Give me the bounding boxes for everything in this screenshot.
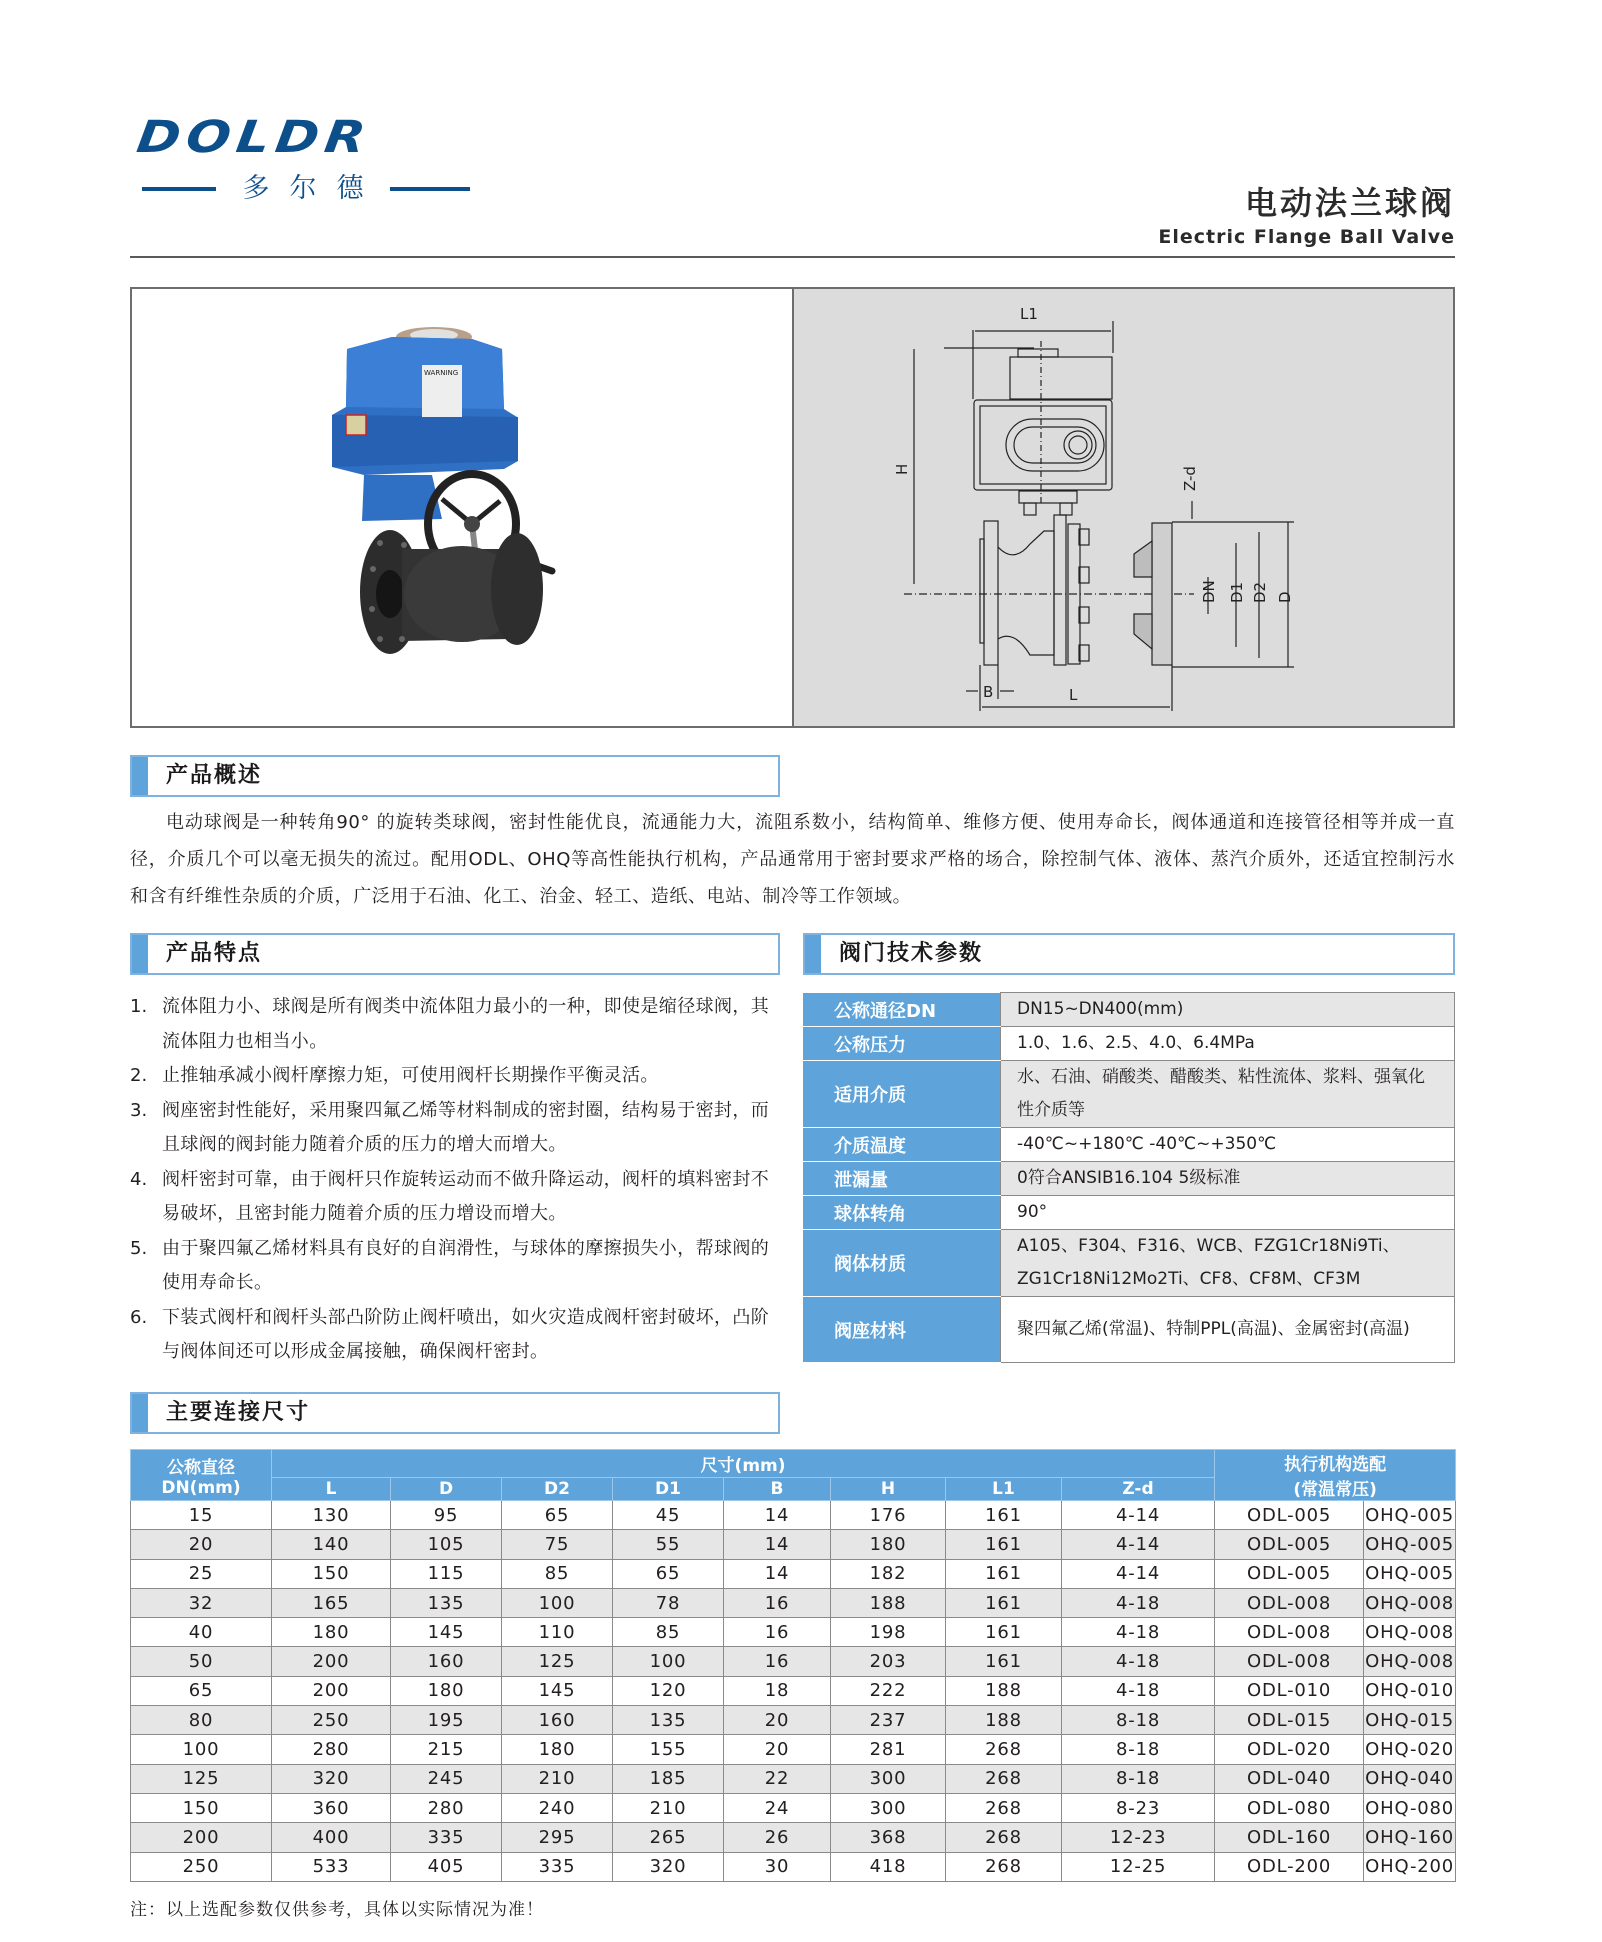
table-cell: 533	[272, 1852, 391, 1881]
table-cell: 55	[613, 1530, 724, 1559]
table-cell: ODL-015	[1215, 1706, 1364, 1735]
table-cell: ODL-005	[1215, 1559, 1364, 1588]
col-D1: D1	[613, 1478, 724, 1501]
table-cell: 161	[946, 1618, 1062, 1647]
table-cell: 161	[946, 1530, 1062, 1559]
heading-accent-bar	[805, 935, 821, 973]
table-cell: 160	[391, 1647, 502, 1676]
overview-heading-text: 产品概述	[166, 763, 263, 788]
table-cell: 65	[502, 1501, 613, 1530]
table-cell: 180	[272, 1618, 391, 1647]
table-cell: 115	[391, 1559, 502, 1588]
svg-text:Z-d: Z-d	[1181, 466, 1199, 491]
table-cell: 14	[724, 1559, 831, 1588]
table-cell: 320	[272, 1764, 391, 1793]
table-cell: 20	[724, 1706, 831, 1735]
table-cell: 65	[613, 1559, 724, 1588]
table-cell: 268	[946, 1735, 1062, 1764]
table-cell: 8-18	[1062, 1735, 1215, 1764]
table-cell: 25	[131, 1559, 272, 1588]
table-cell: 4-14	[1062, 1501, 1215, 1530]
table-cell: OHQ-010	[1364, 1676, 1456, 1705]
table-row	[131, 1823, 1456, 1852]
table-cell: 210	[613, 1793, 724, 1822]
table-row	[131, 1647, 1456, 1676]
overview-text: 电动球阀是一种转角90° 的旋转类球阀，密封性能优良，流通能力大，流阻系数小，结构简单、维修方便、使用寿命长，阀体通道和连接管径相等并成一直径，介质几个可以毫无损失的流过。配用ODL、OHQ等高性能执行机构，产品通常用于密封要求严格的场合，除控制气体、液体、蒸汽介质外，还适宜控制污水和含有纤维性杂质的介质，广泛用于石油、化工、治金、轻工、造纸、电站、制冷等工作领域。	[130, 812, 1455, 907]
table-cell: 24	[724, 1793, 831, 1822]
table-cell: 161	[946, 1501, 1062, 1530]
table-cell: 418	[831, 1852, 946, 1881]
dimensions-body	[131, 1501, 1456, 1882]
heading-accent-bar	[132, 757, 148, 795]
params-row: 阀体材质 A105、F304、F316、WCB、FZG1Cr18Ni9Ti、ZG1Cr18Ni12Mo2Ti、CF8、CF8M、CF3M	[804, 1230, 1455, 1297]
table-row	[131, 1676, 1456, 1705]
features-list	[130, 990, 785, 1370]
table-cell: 280	[272, 1735, 391, 1764]
table-cell: 161	[946, 1559, 1062, 1588]
table-cell: 50	[131, 1647, 272, 1676]
table-cell: 105	[391, 1530, 502, 1559]
svg-text:L: L	[1069, 686, 1078, 704]
table-cell: 222	[831, 1676, 946, 1705]
col-Zd: Z-d	[1062, 1478, 1215, 1501]
table-cell: ODL-008	[1215, 1647, 1364, 1676]
table-cell: OHQ-200	[1364, 1852, 1456, 1881]
table-cell: 240	[502, 1793, 613, 1822]
table-cell: ODL-008	[1215, 1618, 1364, 1647]
table-cell: 320	[613, 1852, 724, 1881]
dimensions-table	[130, 1449, 1456, 1882]
table-row	[131, 1559, 1456, 1588]
table-row	[131, 1764, 1456, 1793]
table-row	[131, 1706, 1456, 1735]
table-cell: 215	[391, 1735, 502, 1764]
col-D: D	[391, 1478, 502, 1501]
table-cell: 250	[131, 1852, 272, 1881]
table-cell: 100	[502, 1588, 613, 1617]
params-row: 适用介质 水、石油、硝酸类、醋酸类、粘性流体、浆料、强氧化性介质等	[804, 1061, 1455, 1128]
svg-text:WARNING: WARNING	[424, 369, 459, 377]
table-cell: 250	[272, 1706, 391, 1735]
table-cell: ODL-005	[1215, 1501, 1364, 1530]
svg-text:L1: L1	[1020, 305, 1038, 323]
table-cell: 300	[831, 1793, 946, 1822]
table-cell: 198	[831, 1618, 946, 1647]
logo-cn-row	[142, 174, 470, 204]
table-cell: 12-23	[1062, 1823, 1215, 1852]
table-cell: 12-25	[1062, 1852, 1215, 1881]
table-cell: 4-18	[1062, 1618, 1215, 1647]
feature-item: 2. 止推轴承减小阀杆摩擦力矩，可使用阀杆长期操作平衡灵活。	[130, 1065, 659, 1086]
table-cell: 155	[613, 1735, 724, 1764]
feature-item: 6. 下装式阀杆和阀杆头部凸阶防止阀杆喷出，如火灾造成阀杆密封破坏，凸阶与阀体间还可以形成金属接触，确保阀杆密封。	[130, 1306, 770, 1362]
col-group-size: 尺寸(mm)	[272, 1450, 1215, 1478]
table-cell: 185	[613, 1764, 724, 1793]
dimension-drawing	[792, 289, 1453, 726]
col-B: B	[724, 1478, 831, 1501]
table-cell: 180	[831, 1530, 946, 1559]
table-cell: 8-23	[1062, 1793, 1215, 1822]
table-cell: OHQ-080	[1364, 1793, 1456, 1822]
table-cell: 200	[272, 1676, 391, 1705]
table-cell: 180	[502, 1735, 613, 1764]
table-cell: 45	[613, 1501, 724, 1530]
table-cell: 405	[391, 1852, 502, 1881]
table-cell: 100	[131, 1735, 272, 1764]
table-cell: 4-14	[1062, 1530, 1215, 1559]
logo-rule-right	[390, 187, 470, 191]
col-L1: L1	[946, 1478, 1062, 1501]
table-cell: 85	[502, 1559, 613, 1588]
table-cell: 78	[613, 1588, 724, 1617]
table-cell: 4-18	[1062, 1588, 1215, 1617]
table-cell: 16	[724, 1588, 831, 1617]
table-cell: 265	[613, 1823, 724, 1852]
table-cell: OHQ-005	[1364, 1501, 1456, 1530]
table-cell: 203	[831, 1647, 946, 1676]
col-H: H	[831, 1478, 946, 1501]
logo-rule-left	[142, 187, 216, 191]
table-cell: OHQ-020	[1364, 1735, 1456, 1764]
table-cell: 125	[131, 1764, 272, 1793]
feature-item: 1. 流体阻力小、球阀是所有阀类中流体阻力最小的一种，即使是缩径球阀，其流体阻力也相当小。	[130, 996, 770, 1052]
params-row: 公称压力 1.0、1.6、2.5、4.0、6.4MPa	[804, 1027, 1455, 1061]
table-cell: 188	[946, 1706, 1062, 1735]
table-cell: ODL-005	[1215, 1530, 1364, 1559]
table-row	[131, 1852, 1456, 1881]
table-cell: OHQ-005	[1364, 1559, 1456, 1588]
table-cell: 182	[831, 1559, 946, 1588]
table-cell: 210	[502, 1764, 613, 1793]
table-cell: 335	[391, 1823, 502, 1852]
svg-text:D: D	[1276, 591, 1294, 603]
col-dn: 公称直径 DN(mm)	[131, 1450, 272, 1501]
table-cell: 8-18	[1062, 1764, 1215, 1793]
svg-text:B: B	[983, 683, 994, 701]
table-cell: 16	[724, 1647, 831, 1676]
heading-accent-bar	[132, 1394, 148, 1432]
table-cell: 40	[131, 1618, 272, 1647]
table-cell: 125	[502, 1647, 613, 1676]
table-cell: 65	[131, 1676, 272, 1705]
table-cell: OHQ-160	[1364, 1823, 1456, 1852]
table-cell: 268	[946, 1764, 1062, 1793]
table-cell: 85	[613, 1618, 724, 1647]
table-cell: 80	[131, 1706, 272, 1735]
svg-text:H: H	[893, 463, 911, 475]
table-cell: 135	[391, 1588, 502, 1617]
table-cell: 100	[613, 1647, 724, 1676]
params-row: 公称通径DN DN15~DN400(mm)	[804, 993, 1455, 1027]
table-cell: 30	[724, 1852, 831, 1881]
svg-text:D2: D2	[1251, 581, 1269, 603]
table-cell: 180	[391, 1676, 502, 1705]
table-cell: 14	[724, 1501, 831, 1530]
col-actuator: 执行机构选配 (常温常压)	[1215, 1450, 1456, 1501]
table-cell: OHQ-040	[1364, 1764, 1456, 1793]
table-cell: 268	[946, 1823, 1062, 1852]
table-cell: 368	[831, 1823, 946, 1852]
feature-item: 5. 由于聚四氟乙烯材料具有良好的自润滑性，与球体的摩擦损失小，帮球阀的使用寿命长。	[130, 1237, 770, 1293]
table-cell: 150	[272, 1559, 391, 1588]
dimensions-heading	[130, 1392, 780, 1434]
table-cell: 188	[946, 1676, 1062, 1705]
table-cell: 18	[724, 1676, 831, 1705]
table-cell: 281	[831, 1735, 946, 1764]
params-row: 介质温度 -40℃~+180℃ -40℃~+350℃	[804, 1128, 1455, 1162]
table-row	[131, 1588, 1456, 1617]
table-cell: 161	[946, 1647, 1062, 1676]
params-table	[803, 992, 1455, 1363]
table-cell: OHQ-008	[1364, 1618, 1456, 1647]
table-cell: 145	[502, 1676, 613, 1705]
table-cell: ODL-080	[1215, 1793, 1364, 1822]
table-cell: 135	[613, 1706, 724, 1735]
table-row	[131, 1530, 1456, 1559]
table-cell: ODL-020	[1215, 1735, 1364, 1764]
valve-drawing-icon	[794, 289, 1455, 726]
table-cell: 140	[272, 1530, 391, 1559]
table-row	[131, 1793, 1456, 1822]
table-cell: 360	[272, 1793, 391, 1822]
table-cell: 22	[724, 1764, 831, 1793]
table-row	[131, 1618, 1456, 1647]
table-cell: 150	[131, 1793, 272, 1822]
table-cell: 20	[131, 1530, 272, 1559]
table-cell: 26	[724, 1823, 831, 1852]
table-cell: ODL-040	[1215, 1764, 1364, 1793]
table-cell: ODL-160	[1215, 1823, 1364, 1852]
table-cell: 280	[391, 1793, 502, 1822]
table-cell: 195	[391, 1706, 502, 1735]
table-cell: 268	[946, 1852, 1062, 1881]
table-cell: 188	[831, 1588, 946, 1617]
table-cell: 8-18	[1062, 1706, 1215, 1735]
table-cell: 4-18	[1062, 1647, 1215, 1676]
brand-logo	[133, 112, 470, 206]
table-cell: 268	[946, 1793, 1062, 1822]
params-row: 球体转角 90°	[804, 1196, 1455, 1230]
valve-photo-icon	[132, 289, 792, 726]
footnote: 注：以上选配参数仅供参考，具体以实际情况为准！	[130, 1900, 544, 1920]
heading-accent-bar	[132, 935, 148, 973]
overview-paragraph	[130, 804, 1455, 915]
features-heading-text: 产品特点	[166, 941, 263, 966]
table-cell: ODL-010	[1215, 1676, 1364, 1705]
table-cell: 95	[391, 1501, 502, 1530]
table-cell: 160	[502, 1706, 613, 1735]
table-cell: 130	[272, 1501, 391, 1530]
table-cell: 120	[613, 1676, 724, 1705]
table-cell: 300	[831, 1764, 946, 1793]
svg-text:D1: D1	[1228, 581, 1246, 603]
table-cell: 110	[502, 1618, 613, 1647]
logo-cn-name: 多尔德	[242, 173, 384, 204]
page-title: 电动法兰球阀	[1244, 184, 1455, 222]
table-cell: 237	[831, 1706, 946, 1735]
table-row	[131, 1735, 1456, 1764]
table-cell: 176	[831, 1501, 946, 1530]
table-row	[131, 1501, 1456, 1530]
table-cell: 14	[724, 1530, 831, 1559]
page-subtitle: Electric Flange Ball Valve	[1158, 226, 1455, 248]
table-cell: 32	[131, 1588, 272, 1617]
table-cell: 16	[724, 1618, 831, 1647]
svg-text:DN: DN	[1200, 580, 1218, 603]
table-cell: 200	[131, 1823, 272, 1852]
table-cell: OHQ-008	[1364, 1647, 1456, 1676]
table-cell: 245	[391, 1764, 502, 1793]
table-cell: 4-14	[1062, 1559, 1215, 1588]
dimensions-heading-text: 主要连接尺寸	[166, 1400, 311, 1425]
table-cell: 75	[502, 1530, 613, 1559]
feature-item: 3. 阀座密封性能好，采用聚四氟乙烯等材料制成的密封圈，结构易于密封，而且球阀的阀封能力随着介质的压力的增大而增大。	[130, 1099, 770, 1155]
table-cell: OHQ-008	[1364, 1588, 1456, 1617]
overview-heading	[130, 755, 780, 797]
table-cell: ODL-008	[1215, 1588, 1364, 1617]
table-cell: 145	[391, 1618, 502, 1647]
product-photo	[132, 289, 792, 726]
params-row: 泄漏量 0符合ANSIB16.104 5级标准	[804, 1162, 1455, 1196]
table-cell: 165	[272, 1588, 391, 1617]
table-cell: 20	[724, 1735, 831, 1764]
params-heading	[803, 933, 1455, 975]
col-L: L	[272, 1478, 391, 1501]
table-cell: 400	[272, 1823, 391, 1852]
table-cell: 4-18	[1062, 1676, 1215, 1705]
params-row: 阀座材料 聚四氟乙烯(常温)、特制PPL(高温)、金属密封(高温)	[804, 1297, 1455, 1363]
table-cell: 335	[502, 1852, 613, 1881]
table-cell: 161	[946, 1588, 1062, 1617]
table-cell: OHQ-015	[1364, 1706, 1456, 1735]
logo-wordmark: DOLDR	[133, 112, 375, 164]
header-divider	[130, 256, 1455, 258]
feature-item: 4. 阀杆密封可靠，由于阀杆只作旋转运动而不做升降运动，阀杆的填料密封不易破坏，且密封能力随着介质的压力增设而增大。	[130, 1168, 770, 1224]
col-D2: D2	[502, 1478, 613, 1501]
table-cell: 15	[131, 1501, 272, 1530]
table-cell: OHQ-005	[1364, 1530, 1456, 1559]
table-cell: ODL-200	[1215, 1852, 1364, 1881]
table-cell: 295	[502, 1823, 613, 1852]
table-cell: 200	[272, 1647, 391, 1676]
params-heading-text: 阀门技术参数	[839, 941, 984, 966]
features-heading	[130, 933, 780, 975]
product-figures	[130, 287, 1455, 728]
